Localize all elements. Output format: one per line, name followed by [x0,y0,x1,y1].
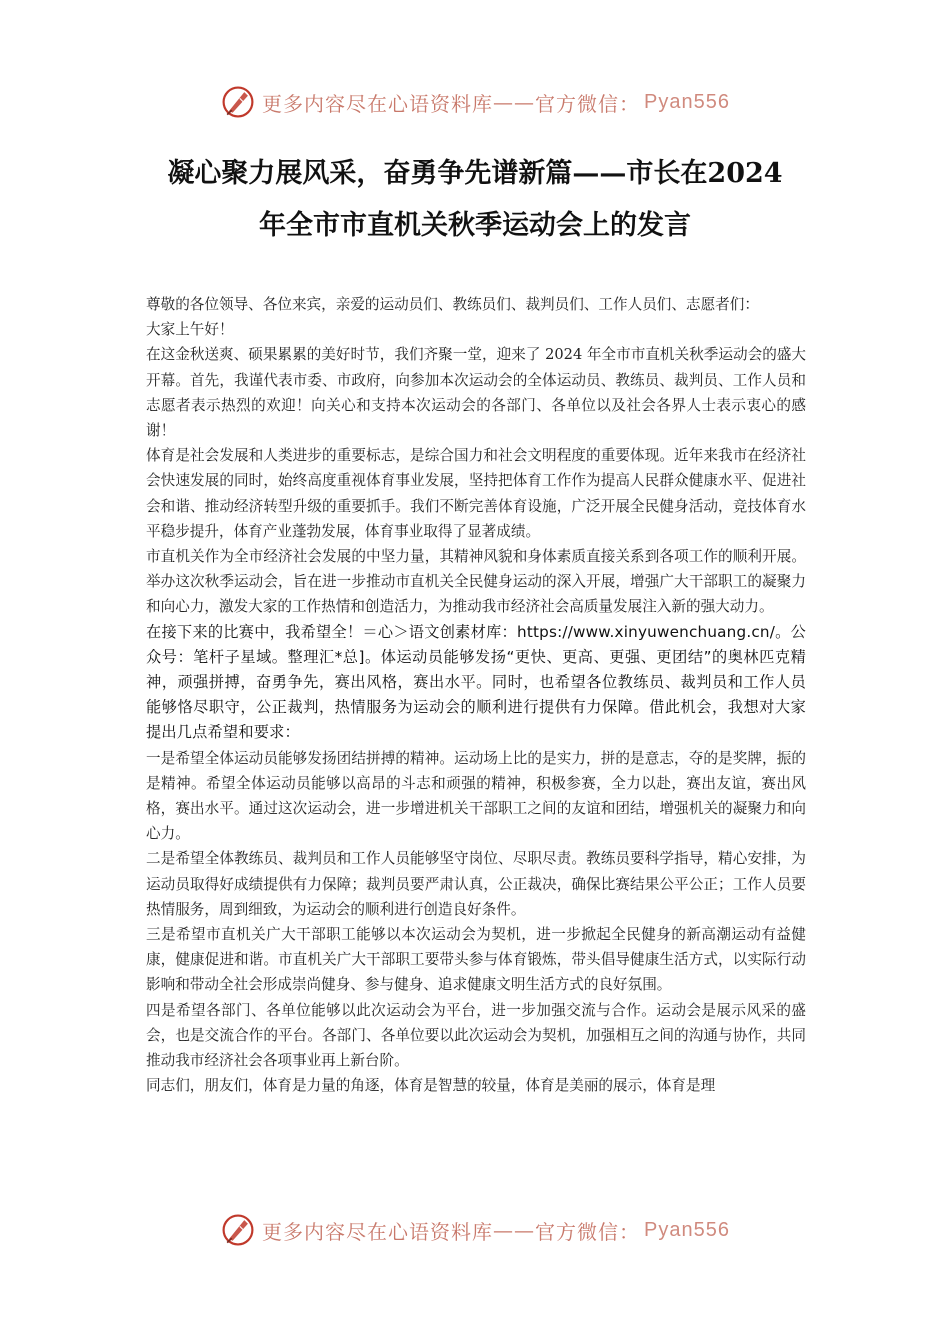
paragraph-salutation: 尊敬的各位领导、各位来宾，亲爱的运动员们、教练员们、裁判员们、工作人员们、志愿者们： [146,296,759,313]
paragraph-welcome: 在这金秋送爽、硕果累累的美好时节，我们齐聚一堂，迎来了 2024 年全市市直机关秋季运动会的盛大开幕。首先，我谨代表市委、市政府，向参加本次运动会的全体运动员、教练员、裁判员、工作人员和志愿者表示热烈的欢迎！向关心和支持本次运动会的各部门、各单位以及社会各界人士表示衷心的感谢！ [146,346,806,440]
banner-sub-text: 官方微信： [535,1219,641,1244]
paragraph-hope-1: 一是希望全体运动员能够发扬团结拼搏的精神。运动场上比的是实力，拼的是意志，夺的是奖牌，振的是精神。希望全体运动员能够以高昂的斗志和顽强的精神，积极参赛，全力以赴，赛出友谊，赛出风格，赛出水平。通过这次运动会，进一步增进机关干部职工之间的友谊和团结，增强机关的凝聚力和向心力。 [146,749,806,843]
paragraph-closing: 同志们，朋友们，体育是力量的角逐，体育是智慧的较量，体育是美丽的展示，体育是理 [146,1077,716,1095]
banner-main-text: 更多内容尽在心语资料库 [262,1219,494,1244]
banner-dash: —— [493,1218,536,1242]
banner-wechat-id: Pyan556 [644,90,730,113]
title-line-2: 年全市市直机关秋季运动会上的发言 [259,210,691,241]
paragraph-sports-significance: 体育是社会发展和人类进步的重要标志，是综合国力和社会文明程度的重要体现。近年来我市在经济社会快速发展的同时，始终高度重视体育事业发展，坚持把体育工作作为提高人民群众健康水平、促进社会和谐、推动经济转型升级的重要抓手。我们不断完善体育设施，广泛开展全民健身活动，竞技体育水平稳步提升，体育产业蓬勃发展，体育事业取得了显著成绩。 [146,447,806,540]
document-body [146,292,806,1099]
banner-sub-text: 官方微信： [535,91,641,116]
paragraph-hope-2: 二是希望全体教练员、裁判员和工作人员能够坚守岗位、尽职尽责。教练员要科学指导，精心安排，为运动员取得好成绩提供有力保障；裁判员要严肃认真，公正裁决，确保比赛结果公平公正；工作人员要热情服务，周到细致，为运动会的顺利进行创造良好条件。 [146,850,806,918]
banner-dash: —— [493,90,536,114]
banner-wechat-id: Pyan556 [644,1218,730,1241]
document-title [140,148,810,252]
banner-main-text: 更多内容尽在心语资料库 [262,91,494,116]
header-banner [0,82,950,122]
paragraph-hope-3: 三是希望市直机关广大干部职工能够以本次运动会为契机，进一步掀起全民健身的新高潮运动有益健康，健康促进和谐。市直机关广大干部职工要带头参与体育锻炼，带头倡导健康生活方式，以实际行动影响和带动全社会形成崇尚健身、参与健身、追求健康文明生活方式的良好氛围。 [146,926,806,994]
pen-feather-logo-icon [220,84,256,120]
footer-banner [0,1210,950,1250]
paragraph-hopes-intro: 在接下来的比赛中，我希望全！＝心＞语文创素材库：https://www.xinyuwenchuang.cn/。公众号：笔杆子星域。整理汇*总]。体运动员能够发扬“更快、更高、更强、更团结”的奥林匹克精神，顽强拼搏，奋勇争先，赛出风格，赛出水平。同时，也希望各位教练员、裁判员和工作人员能够恪尽职守，公正裁判，热情服务为运动会的顺利进行提供有力保障。借此机会，我想对大家提出几点希望和要求： [146,622,806,742]
paragraph-hope-4: 四是希望各部门、各单位能够以此次运动会为平台，进一步加强交流与合作。运动会是展示风采的盛会，也是交流合作的平台。各部门、各单位要以此次运动会为契机，加强相互之间的沟通与协作，共同推动我市经济社会各项事业再上新台阶。 [146,1001,806,1070]
pen-feather-logo-icon [220,1212,256,1248]
title-line-1: 凝心聚力展风采，奋勇争先谱新篇——市长在2024 [167,158,783,189]
paragraph-greeting: 大家上午好！ [146,321,234,339]
paragraph-organs-role: 市直机关作为全市经济社会发展的中坚力量，其精神风貌和身体素质直接关系到各项工作的顺利开展。举办这次秋季运动会，旨在进一步推动市直机关全民健身运动的深入开展，增强广大干部职工的凝聚力和向心力，激发大家的工作热情和创造活力，为推动我市经济社会高质量发展注入新的强大动力。 [146,548,806,616]
